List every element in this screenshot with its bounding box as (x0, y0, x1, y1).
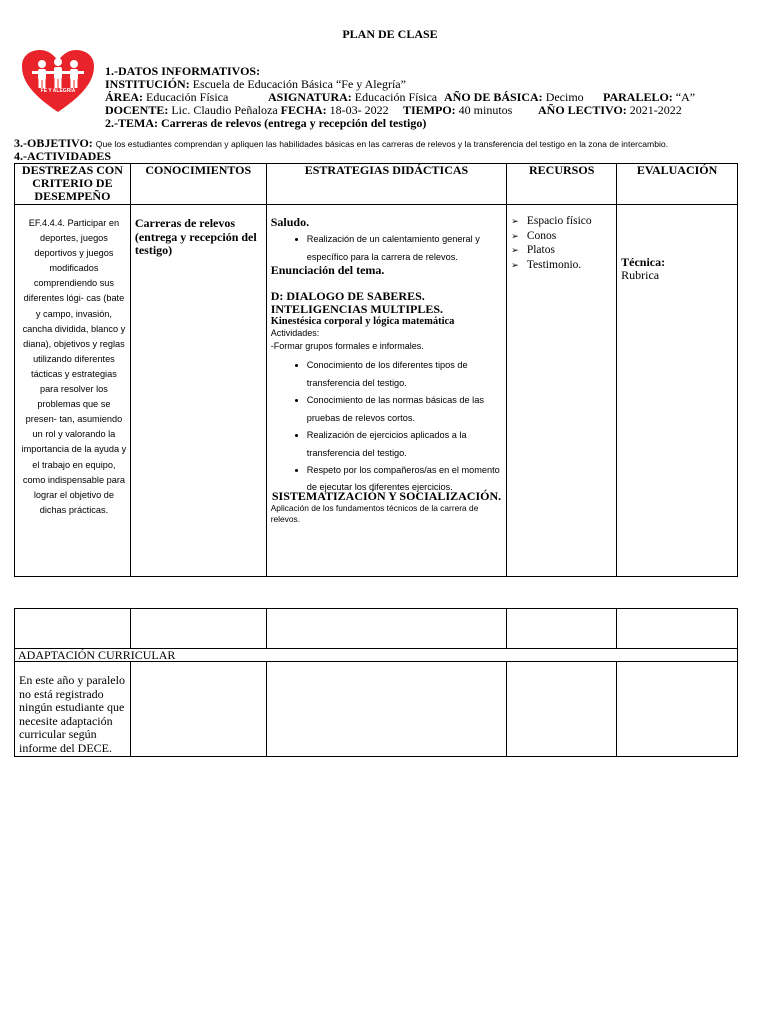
conocimiento-text: Carreras de relevos (entrega y recepción del testigo) (134, 216, 257, 257)
datos-heading: 1.-DATOS INFORMATIVOS: (105, 64, 261, 78)
recursos-cell (507, 205, 617, 577)
actividades-sublabel: Actividades: (270, 328, 320, 338)
list-item: • Realización de ejercicios aplicados a la transferencia del testigo. (307, 427, 503, 462)
estrategias-cell (266, 205, 507, 577)
actividades-label: 4.-ACTIVIDADES (14, 149, 112, 163)
asignatura-value: Educación Física (354, 90, 438, 104)
kinestesica-heading: Kinestésica corporal y lógica matemática (270, 316, 455, 327)
ano-basica-value: Decimo (545, 90, 584, 104)
tiempo-value: 40 minutos (458, 103, 513, 117)
tema-row (105, 117, 426, 130)
paralelo-value: “A” (675, 90, 696, 104)
recursos-list (507, 215, 616, 273)
list-item: • Respeto por los compañeros/as en el momento de ejecutar los diferentes ejercicios. (307, 462, 503, 495)
conocimiento-cell (130, 205, 266, 577)
empty-cell (130, 662, 266, 757)
saludo-heading: Saludo. (270, 215, 310, 229)
sistematizacion-heading: SISTEMATIZACIÓN Y SOCIALIZACIÓN. (271, 489, 502, 503)
list-item: • Conocimiento de los diferentes tipos de transferencia del testigo. (307, 357, 503, 392)
area-label: ÁREA: (105, 90, 143, 104)
formar-grupos-text: -Formar grupos formales e informales. (270, 341, 424, 351)
header-evaluacion: EVALUACIÓN (617, 164, 738, 205)
list-item: ➢ Conos (511, 230, 616, 245)
empty-cell (507, 609, 617, 649)
empty-cell (507, 662, 617, 757)
table-row (15, 205, 738, 577)
empty-cell (617, 662, 738, 757)
fecha-value: 18-03- 2022 (329, 103, 389, 117)
docente-value: Lic. Claudio Peñaloza (171, 103, 278, 117)
list-item: ➢ Espacio físico (511, 215, 616, 230)
table-row (15, 609, 738, 649)
adaptacion-text: En este año y paralelo no está registrado ningún estudiante que necesite adaptación curricular según informe del DECE. (19, 673, 125, 755)
inteligencias-heading: INTELIGENCIAS MULTIPLES. (270, 302, 443, 316)
tiempo-label: TIEMPO: (403, 103, 456, 117)
list-item: ➢ Platos (511, 244, 616, 259)
ano-basica-label: AÑO DE BÁSICA: (444, 90, 543, 104)
docente-label: DOCENTE: (105, 103, 169, 117)
header-conocimientos: CONOCIMIENTOS (130, 164, 266, 205)
tema-text: 2.-TEMA: Carreras de relevos (entrega y recepción del testigo) (105, 116, 427, 130)
saludo-list (271, 231, 503, 266)
header-estrategias: ESTRATEGIAS DIDÁCTICAS (266, 164, 507, 205)
heart-logo-icon (20, 48, 96, 114)
dialogo-heading: D: DIALOGO DE SABERES. (270, 289, 425, 303)
table-header-row (15, 164, 738, 205)
list-item: • Realización de un calentamiento general y específico para la carrera de relevos. (307, 231, 503, 266)
adaptacion-label: ADAPTACIÓN CURRICULAR (15, 649, 738, 662)
ano-lectivo-value: 2021-2022 (629, 103, 682, 117)
activities-table (14, 163, 738, 577)
paralelo-label: PARALELO: (603, 90, 673, 104)
institucion-value: Escuela de Educación Básica “Fe y Alegría” (192, 77, 406, 91)
empty-cell (15, 609, 131, 649)
adaptacion-header-row (15, 649, 738, 662)
actividades-heading (14, 150, 111, 163)
destreza-cell (15, 205, 131, 577)
tecnica-label: Técnica: (621, 255, 666, 269)
destreza-text: EF.4.4.4. Participar en deportes, juegos deportivos y juegos modificados comprendiendo sus diferentes lógi- cas (bate y campo, invasión, cancha dividida, blanco y diana), objetivos y reglas utilizando diferentes tácticas y estrategias para resolver los problemas que se presen- tan, asumiendo un rol y valorando la importancia de la ayuda y el trabajo en equipo, como indispensable para lograr el objetivo de dichas prácticas. (21, 218, 127, 515)
fe-y-alegria-logo (20, 48, 96, 114)
page-title: PLAN DE CLASE (342, 27, 438, 41)
tecnica-value: Rubrica (621, 268, 660, 282)
ano-lectivo-label: AÑO LECTIVO: (538, 103, 627, 117)
header-destrezas: DESTREZAS CON CRITERIO DE DESEMPEÑO (15, 164, 131, 205)
list-item: • Conocimiento de las normas básicas de las pruebas de relevos cortos. (307, 392, 503, 427)
ano-lectivo-row (538, 104, 682, 117)
enunciacion-heading: Enunciación del tema. (270, 263, 385, 277)
evaluacion-cell (617, 205, 738, 577)
empty-cell (130, 609, 266, 649)
empty-cell (266, 662, 507, 757)
objetivo-text: Que los estudiantes comprendan y apliquen las habilidades básicas en las carreras de relevos y la transferencia del testigo en la zona de intercambio. (95, 139, 669, 149)
adaptacion-table (14, 608, 738, 757)
institucion-label: INSTITUCIÓN: (105, 77, 190, 91)
empty-cell (266, 609, 507, 649)
table-row (15, 662, 738, 757)
adaptacion-cell (15, 662, 131, 757)
logo-text: FE Y ALEGRÍA (40, 88, 76, 94)
fecha-label: FECHA: (280, 103, 327, 117)
header-recursos: RECURSOS (507, 164, 617, 205)
objetivo-label: 3.-OBJETIVO: (14, 136, 93, 150)
list-item: ➢ Testimonio. (511, 259, 616, 274)
asignatura-label: ASIGNATURA: (268, 90, 352, 104)
empty-cell (617, 609, 738, 649)
actividades-list (271, 357, 503, 495)
area-value: Educación Física (146, 90, 229, 104)
objetivo-row (14, 137, 668, 151)
aplicacion-text: Aplicación de los fundamentos técnicos de la carrera de relevos. (270, 503, 479, 524)
